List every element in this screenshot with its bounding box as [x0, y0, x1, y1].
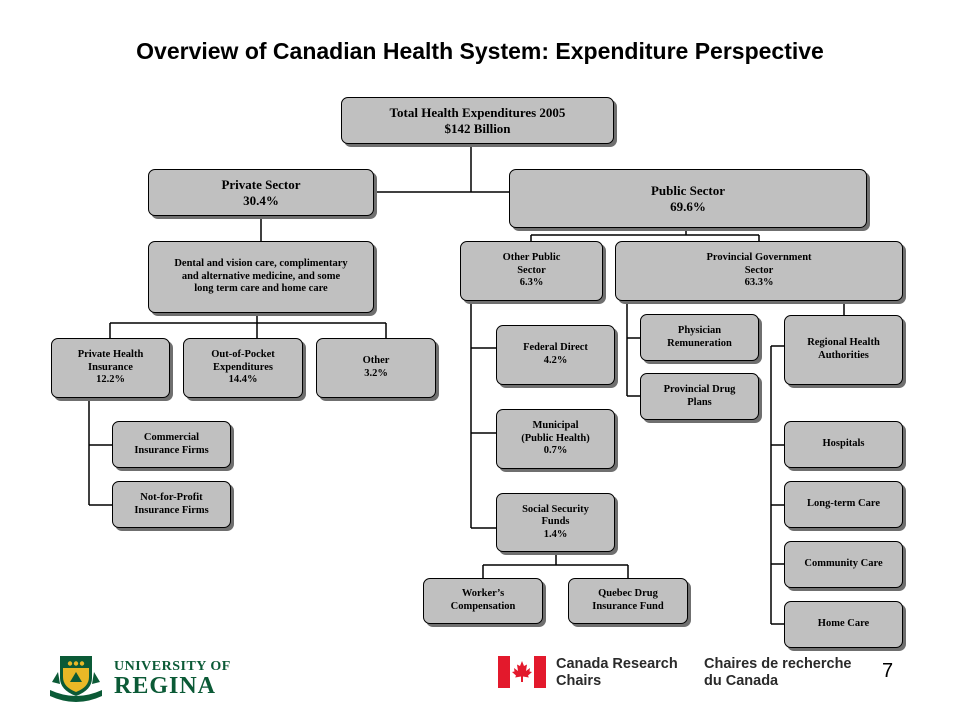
total-health-expenditures-box [341, 97, 614, 144]
regional-health-authorities-box [784, 315, 903, 385]
page-number: 7 [882, 660, 894, 682]
private-sector-box [148, 169, 374, 216]
slide-title: Overview of Canadian Health System: Expenditure Perspective [136, 38, 824, 64]
physician-line-2: Remuneration [667, 337, 732, 349]
crc-fr-line-1: Chaires de recherche [704, 656, 852, 672]
provincial-drug-plans-box [640, 373, 759, 420]
dental-line-2: and alternative medicine, and some [181, 270, 341, 282]
dental-vision-care-box [148, 241, 374, 313]
university-line-2: REGINA [114, 673, 217, 699]
social-security-funds-box [496, 493, 615, 552]
hospitals-box [784, 421, 903, 468]
dental-line-1: Dental and vision care, complimentary [174, 258, 348, 270]
crc-english-wordmark [556, 656, 686, 690]
out-of-pocket-percent: 14.4% [228, 374, 258, 386]
social-security-line-1: Social Security [522, 503, 589, 515]
provincial-percent: 63.3% [744, 277, 774, 289]
nonprofit-line-2: Insurance Firms [134, 504, 209, 516]
university-wordmark [114, 659, 231, 697]
municipal-line-2: (Public Health) [521, 432, 590, 444]
home-care-label: Home Care [817, 618, 870, 630]
university-line-1: UNIVERSITY OF [114, 659, 231, 674]
total-label: Total Health Expenditures 2005 [389, 104, 566, 120]
out-of-pocket-box [183, 338, 303, 398]
commercial-insurance-firms-box [112, 421, 231, 468]
out-of-pocket-line-1: Out-of-Pocket [211, 349, 275, 361]
regional-line-1: Regional Health [807, 337, 880, 349]
out-of-pocket-line-2: Expenditures [213, 361, 273, 373]
other-public-line-2: Sector [517, 264, 546, 276]
social-security-line-2: Funds [541, 516, 570, 528]
private-sector-percent: 30.4% [243, 192, 279, 208]
regional-line-2: Authorities [818, 350, 869, 361]
other-private-label: Other [362, 355, 390, 367]
public-sector-box [509, 169, 867, 228]
not-for-profit-insurance-firms-box [112, 481, 231, 528]
crc-french-wordmark [704, 656, 874, 690]
municipal-percent: 0.7% [543, 445, 568, 457]
private-insurance-percent: 12.2% [96, 374, 125, 386]
other-public-line-1: Other Public [502, 252, 561, 264]
public-sector-percent: 69.6% [670, 198, 706, 214]
municipal-box [496, 409, 615, 469]
crc-fr-line-2: du Canada [704, 673, 779, 689]
quebec-line-1: Quebec Drug [598, 588, 658, 600]
private-sector-label: Private Sector [221, 176, 301, 192]
commercial-line-1: Commercial [143, 431, 200, 443]
commercial-line-2: Insurance Firms [134, 444, 209, 456]
federal-direct-box [496, 325, 615, 385]
other-private-percent: 3.2% [364, 368, 388, 379]
physician-line-1: Physician [677, 324, 722, 336]
nonprofit-line-1: Not-for-Profit [140, 491, 203, 503]
private-health-insurance-box [51, 338, 170, 398]
workers-compensation-box [423, 578, 543, 624]
workers-line-2: Compensation [450, 601, 516, 612]
canadian-flag-icon [498, 656, 546, 688]
physician-remuneration-box [640, 314, 759, 361]
other-public-percent: 6.3% [519, 277, 544, 289]
hospitals-label: Hospitals [822, 438, 865, 450]
provincial-line-2: Sector [744, 264, 774, 276]
long-term-label: Long-term Care [807, 498, 880, 510]
private-insurance-line-2: Insurance [88, 361, 133, 373]
university-crest-icon [46, 652, 106, 704]
private-insurance-line-1: Private Health [77, 349, 144, 361]
quebec-line-2: Insurance Fund [592, 601, 664, 612]
social-security-percent: 1.4% [543, 528, 568, 540]
provincial-government-sector-box [615, 241, 903, 301]
provincial-line-1: Provincial Government [706, 252, 812, 264]
drug-plans-line-2: Plans [687, 396, 712, 408]
drug-plans-line-1: Provincial Drug [663, 383, 736, 395]
dental-line-3: long term care and home care [194, 283, 328, 295]
federal-label: Federal Direct [523, 342, 588, 354]
canada-research-chairs-logo [498, 656, 874, 690]
home-care-box [784, 601, 903, 648]
other-public-sector-box [460, 241, 603, 301]
workers-line-1: Worker’s [461, 588, 505, 600]
total-amount: $142 Billion [444, 120, 511, 136]
community-label: Community Care [804, 558, 883, 570]
long-term-care-box [784, 481, 903, 528]
community-care-box [784, 541, 903, 588]
federal-percent: 4.2% [543, 355, 568, 366]
quebec-drug-insurance-fund-box [568, 578, 688, 624]
crc-en-line-2: Chairs [556, 673, 602, 689]
public-sector-label: Public Sector [650, 182, 725, 198]
crc-en-line-1: Canada Research [556, 656, 678, 672]
municipal-line-1: Municipal [532, 420, 579, 432]
other-private-box [316, 338, 436, 398]
university-of-regina-logo [46, 652, 231, 704]
